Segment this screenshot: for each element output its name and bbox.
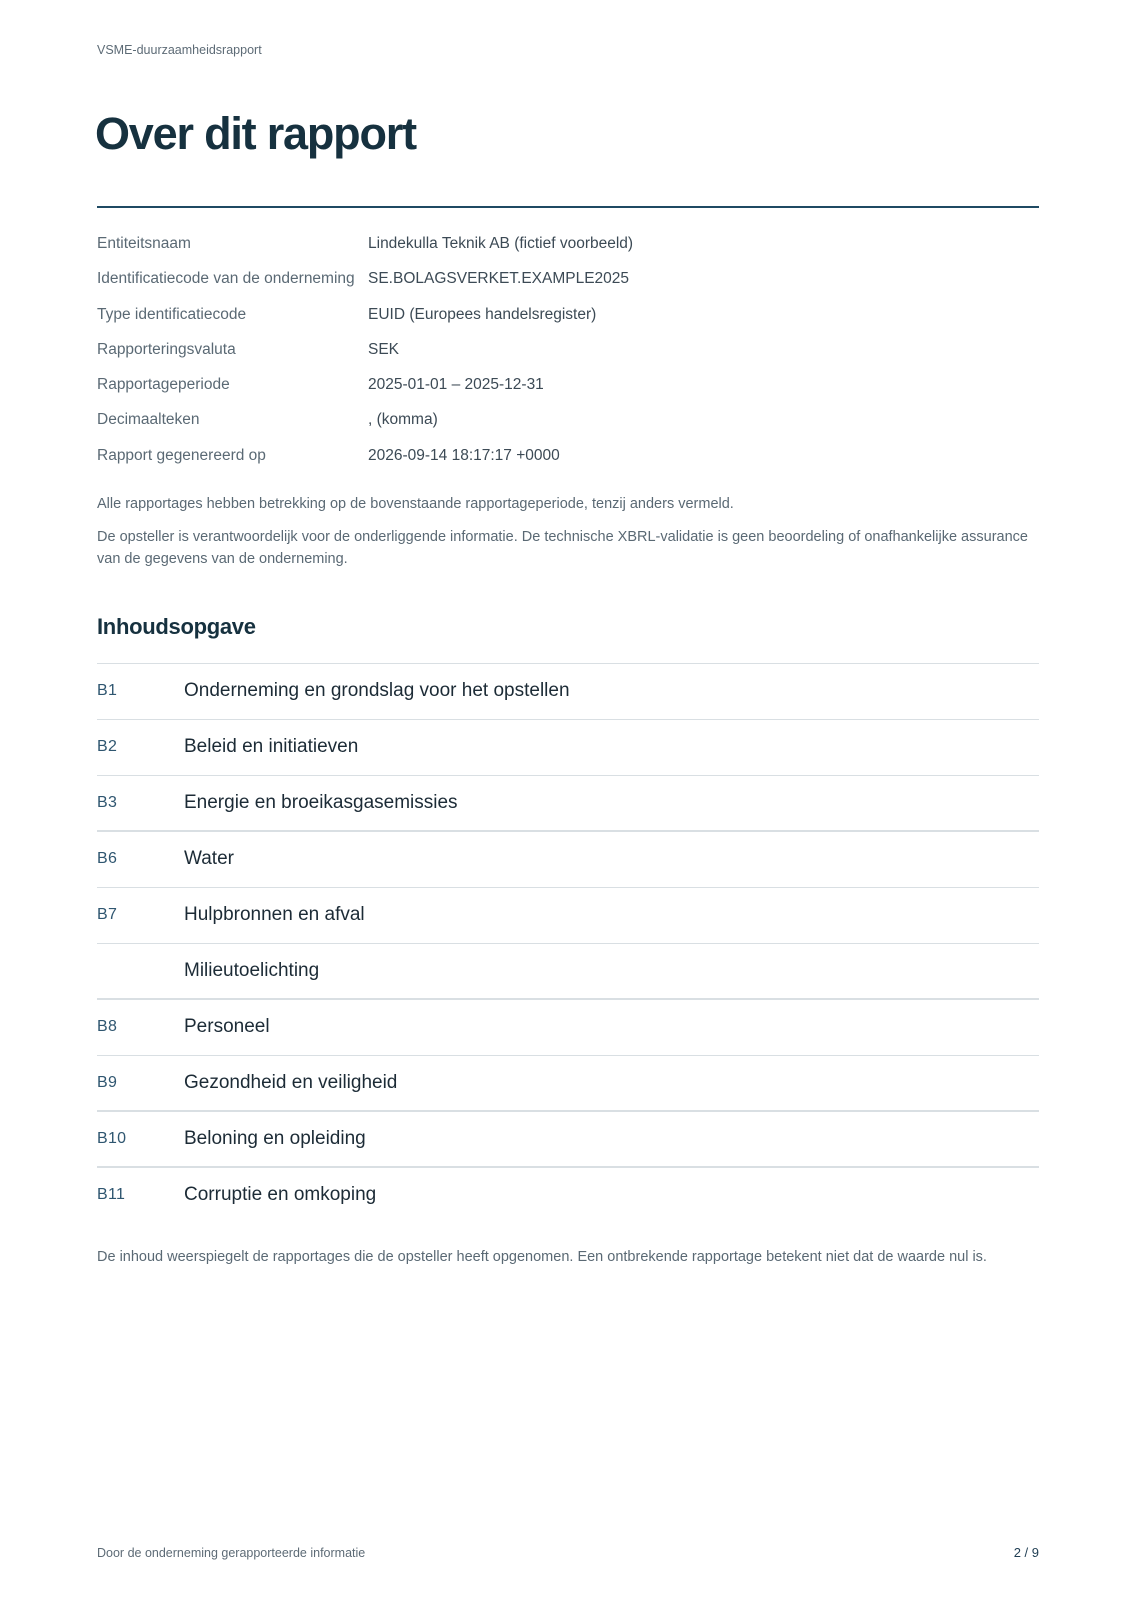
metadata-value: 2025-01-01 – 2025-12-31 [368,376,544,394]
metadata-value: Lindekulla Teknik AB (fictief voorbeeld) [368,235,634,252]
metadata-row-reporting-period [97,375,1039,410]
metadata-label: Rapportageperiode [97,376,230,394]
toc-item-label: Onderneming en grondslag voor het opstellen [184,680,570,701]
metadata-row-currency [97,340,1039,375]
title-divider [97,206,1039,208]
toc-item-label: Milieutoelichting [184,960,320,981]
report-metadata [97,234,1039,481]
toc-item-label: Hulpbronnen en afval [184,904,365,925]
metadata-row-entity-name [97,234,1039,269]
toc-item-label: Corruptie en omkoping [184,1184,377,1205]
toc-item-code: B3 [97,794,118,811]
metadata-label: Entiteitsnaam [97,235,191,252]
toc-item-b1[interactable] [97,664,1039,720]
toc-item-b2[interactable] [97,720,1039,776]
metadata-value: 2026-09-14 18:17:17 +0000 [368,446,560,464]
period-note: Alle rapportages hebben betrekking op de bovenstaande rapportageperiode, tenzij anders vermeld. [97,496,734,512]
page-title: Over dit rapport [95,108,416,159]
toc-item-label: Gezondheid en veiligheid [184,1072,398,1093]
toc-item-label: Energie en broeikasgasemissies [184,792,458,813]
toc-item-code: B11 [97,1186,126,1203]
toc-item-label: Personeel [184,1016,270,1037]
toc-item-code: B9 [97,1074,118,1091]
toc-item-b7[interactable] [97,888,1039,944]
running-header: VSME-duurzaamheidsrapport [97,43,262,57]
toc-item-b11[interactable] [97,1168,1039,1224]
metadata-label: Rapport gegenereerd op [97,446,266,464]
toc-item-label: Beloning en opleiding [184,1128,366,1149]
metadata-value: SEK [368,340,400,358]
toc-item-code: B6 [97,850,118,867]
toc-item-code: B7 [97,906,118,923]
toc-item-b6[interactable] [97,832,1039,888]
toc-item-b3[interactable] [97,776,1039,832]
report-page [97,0,1039,1600]
toc-item-code: B10 [97,1130,127,1147]
toc-item-b8[interactable] [97,1000,1039,1056]
metadata-row-decimal-separator [97,410,1039,445]
metadata-value: , (komma) [368,411,438,429]
toc-item-b9[interactable] [97,1056,1039,1112]
metadata-row-identifier [97,269,1039,304]
toc-item-b10[interactable] [97,1112,1039,1168]
responsibility-note: De opsteller is verantwoordelijk voor de onderliggende informatie. De technische XBRL-validatie is geen beoordeling of onafhankelijke assurance van de gegevens van de onderneming. [97,529,1028,567]
toc-item-label: Water [184,848,234,869]
toc-item-code: B1 [97,682,118,699]
toc-footnote: De inhoud weerspiegelt de rapportages die de opsteller heeft opgenomen. Een ontbrekende rapportage betekent niet dat de waarde nul is. [97,1249,987,1265]
toc-item-code: B2 [97,738,118,755]
metadata-value: EUID (Europees handelsregister) [368,305,597,323]
metadata-label: Rapporteringsvaluta [97,340,236,358]
metadata-label: Type identificatiecode [97,305,247,323]
page-number: 2 / 9 [1013,1545,1039,1560]
metadata-row-identifier-type [97,305,1039,340]
toc-item-environmental-disclosure[interactable] [97,944,1039,1000]
toc-item-code: B8 [97,1018,118,1035]
metadata-label: Decimaalteken [97,411,200,429]
table-of-contents [97,663,1039,1224]
toc-item-label: Beleid en initiatieven [184,736,359,757]
metadata-label: Identificatiecode van de onderneming [97,270,355,288]
footer-text: Door de onderneming gerapporteerde informatie [97,1546,366,1560]
metadata-row-generated-on [97,446,1039,481]
toc-heading: Inhoudsopgave [97,614,256,639]
metadata-value: SE.BOLAGSVERKET.EXAMPLE2025 [368,270,630,288]
